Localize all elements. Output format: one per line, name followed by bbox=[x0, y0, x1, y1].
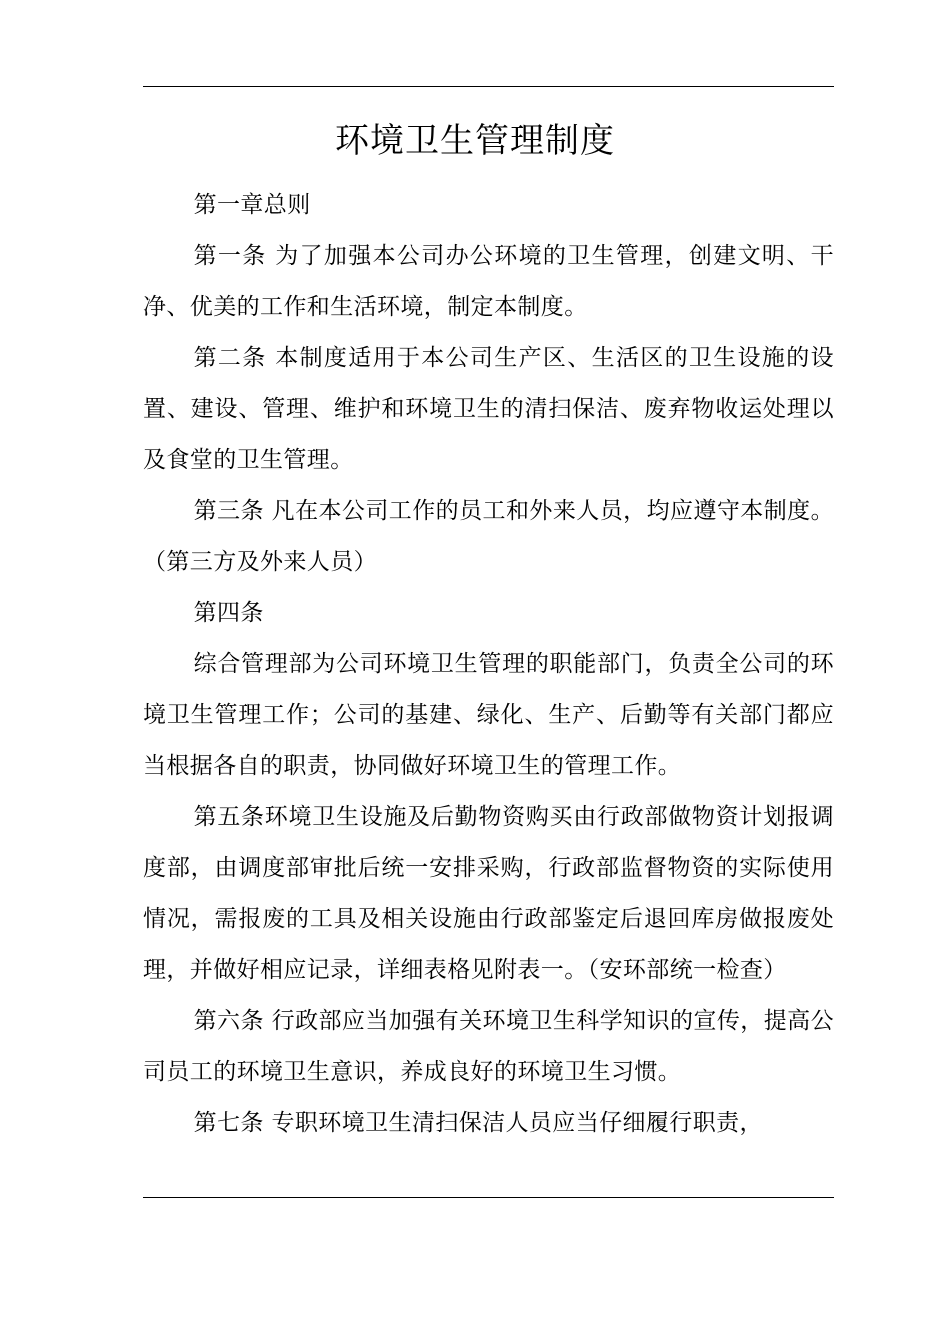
document-body bbox=[143, 180, 834, 1149]
article-2: 第二条 本制度适用于本公司生产区、生活区的卫生设施的设置、建设、管理、维护和环境卫生的清扫保洁、废弃物收运处理以及食堂的卫生管理。 bbox=[143, 345, 834, 473]
article-5: 第五条环境卫生设施及后勤物资购买由行政部做物资计划报调度部，由调度部审批后统一安排采购，行政部监督物资的实际使用情况，需报废的工具及相关设施由行政部鉴定后退回库房做报废处理，并做好相应记录，详细表格见附表一。（安环部统一检查） bbox=[143, 804, 834, 983]
article-3: 第三条 凡在本公司工作的员工和外来人员，均应遵守本制度。（第三方及外来人员） bbox=[143, 498, 834, 575]
article-1: 第一条 为了加强本公司办公环境的卫生管理，创建文明、干净、优美的工作和生活环境，制定本制度。 bbox=[143, 243, 834, 320]
article-4-heading: 第四条 bbox=[193, 600, 264, 626]
article-6: 第六条 行政部应当加强有关环境卫生科学知识的宣传，提高公司员工的环境卫生意识，养成良好的环境卫生习惯。 bbox=[143, 1008, 834, 1085]
article-7: 第七条 专职环境卫生清扫保洁人员应当仔细履行职责， bbox=[193, 1110, 763, 1136]
article-4-body: 综合管理部为公司环境卫生管理的职能部门，负责全公司的环境卫生管理工作；公司的基建、绿化、生产、后勤等有关部门都应当根据各自的职责，协同做好环境卫生的管理工作。 bbox=[143, 651, 834, 779]
chapter-heading: 第一章总则 bbox=[193, 192, 311, 218]
document-title: 环境卫生管理制度 bbox=[335, 121, 615, 161]
footer-rule bbox=[143, 1197, 834, 1198]
header-rule bbox=[143, 86, 834, 87]
